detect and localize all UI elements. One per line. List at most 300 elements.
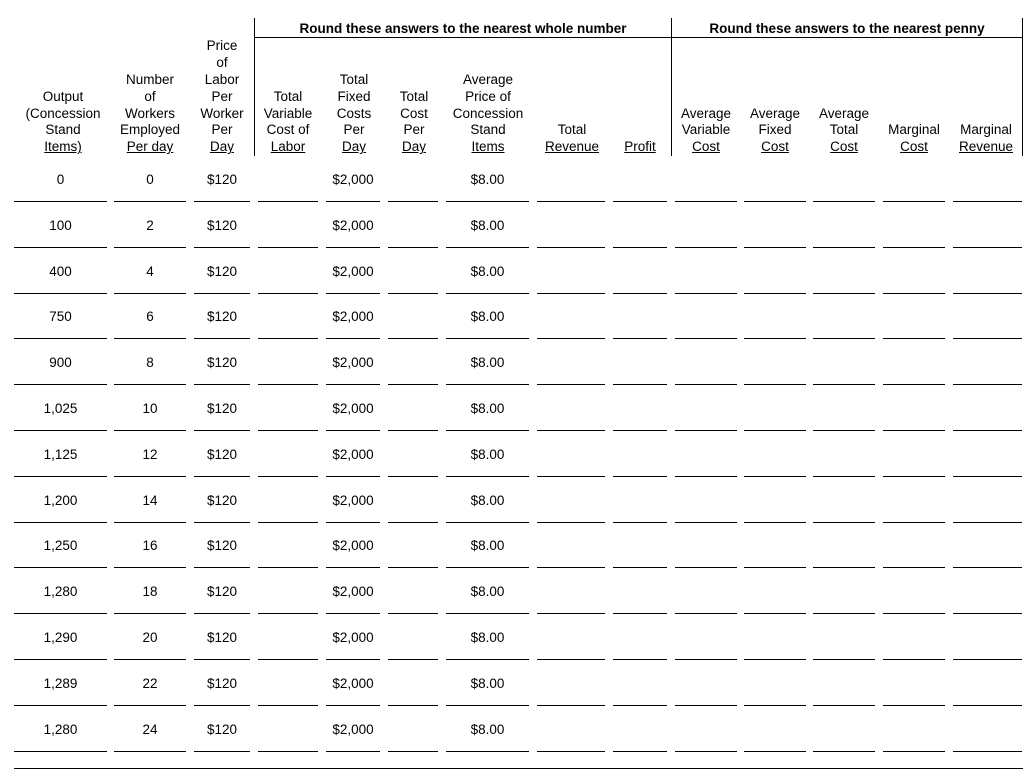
column-header-line: Workers [124, 105, 175, 121]
answer-blank-mc[interactable] [883, 445, 945, 465]
answer-blank-profit[interactable] [613, 536, 667, 556]
column-header-line: Cost [761, 139, 789, 155]
row-underline [194, 613, 250, 614]
row-underline [446, 705, 529, 706]
answer-blank-tc[interactable] [388, 536, 438, 556]
answer-blank-afc[interactable] [744, 720, 806, 740]
answer-blank-afc[interactable] [744, 170, 806, 190]
row-underline [613, 522, 667, 523]
row-underline [537, 430, 605, 431]
answer-blank-tvc[interactable] [258, 720, 318, 740]
column-header-line: Per [343, 122, 365, 138]
column-header-line: Average [749, 105, 801, 121]
answer-blank-atc[interactable] [813, 628, 875, 648]
answer-blank-afc[interactable] [744, 628, 806, 648]
answer-blank-profit[interactable] [613, 674, 667, 694]
cell-price-labor: $120 [206, 447, 238, 462]
row-underline [537, 201, 605, 202]
row-underline [744, 430, 806, 431]
answer-blank-mr[interactable] [953, 536, 1022, 556]
cell-price-labor: $120 [206, 722, 238, 737]
row-underline [813, 247, 875, 248]
group-border-underline [254, 37, 1023, 38]
column-header-line: Total [399, 88, 429, 104]
cell-tfc: $2,000 [332, 722, 374, 737]
answer-blank-tr[interactable] [537, 216, 605, 236]
answer-blank-avc[interactable] [675, 628, 737, 648]
answer-blank-mc[interactable] [883, 720, 945, 740]
answer-blank-avc[interactable] [675, 582, 737, 602]
row-underline [675, 201, 737, 202]
column-header-line: Day [341, 139, 366, 155]
answer-blank-afc[interactable] [744, 262, 806, 282]
row-underline [613, 751, 667, 752]
row-underline [388, 247, 438, 248]
answer-blank-tc[interactable] [388, 445, 438, 465]
answer-blank-profit[interactable] [613, 216, 667, 236]
row-underline [813, 338, 875, 339]
row-underline [744, 705, 806, 706]
answer-blank-tvc[interactable] [258, 399, 318, 419]
row-underline [388, 384, 438, 385]
column-header-mr [931, 122, 1035, 156]
row-underline [326, 338, 380, 339]
row-underline [114, 522, 186, 523]
answer-blank-tr[interactable] [537, 491, 605, 511]
answer-blank-tr[interactable] [537, 307, 605, 327]
row-underline [613, 613, 667, 614]
row-underline [194, 201, 250, 202]
answer-blank-tr[interactable] [537, 262, 605, 282]
column-header-line: Cost [400, 105, 428, 121]
cell-output: 1,280 [43, 584, 78, 599]
answer-blank-tr[interactable] [537, 628, 605, 648]
answer-blank-afc[interactable] [744, 216, 806, 236]
row-underline [537, 293, 605, 294]
column-header-line: Average [462, 72, 514, 88]
row-underline [675, 522, 737, 523]
column-header-line: Output [42, 88, 84, 104]
answer-blank-mr[interactable] [953, 170, 1022, 190]
answer-blank-profit[interactable] [613, 307, 667, 327]
column-header-line: Variable [681, 122, 731, 138]
row-underline [114, 430, 186, 431]
answer-blank-atc[interactable] [813, 720, 875, 740]
row-underline [114, 613, 186, 614]
answer-blank-atc[interactable] [813, 216, 875, 236]
row-underline [744, 751, 806, 752]
row-underline [388, 567, 438, 568]
row-underline [953, 659, 1022, 660]
cell-workers: 6 [146, 309, 154, 324]
row-underline [883, 293, 945, 294]
answer-blank-tr[interactable] [537, 720, 605, 740]
column-header-line: Total [273, 88, 303, 104]
row-underline [194, 384, 250, 385]
cell-avg-price: $8.00 [470, 538, 505, 553]
cell-price-labor: $120 [206, 172, 238, 187]
row-underline [14, 247, 107, 248]
row-underline [326, 293, 380, 294]
column-header-line: (Concession [25, 105, 101, 121]
row-underline [537, 705, 605, 706]
answer-blank-avc[interactable] [675, 536, 737, 556]
row-underline [613, 201, 667, 202]
cell-workers: 0 [146, 172, 154, 187]
row-underline [813, 384, 875, 385]
answer-blank-avc[interactable] [675, 674, 737, 694]
answer-blank-mc[interactable] [883, 582, 945, 602]
cell-workers: 8 [146, 355, 154, 370]
row-underline [883, 567, 945, 568]
cell-price-labor: $120 [206, 401, 238, 416]
row-underline [114, 567, 186, 568]
row-underline [953, 338, 1022, 339]
answer-blank-mr[interactable] [953, 720, 1022, 740]
answer-blank-atc[interactable] [813, 674, 875, 694]
cell-output: 1,290 [43, 630, 78, 645]
answer-blank-mc[interactable] [883, 536, 945, 556]
row-underline [14, 338, 107, 339]
answer-blank-tvc[interactable] [258, 674, 318, 694]
row-underline [953, 522, 1022, 523]
row-underline [744, 293, 806, 294]
cell-avg-price: $8.00 [470, 722, 505, 737]
column-header-line: Average [818, 105, 870, 121]
column-header-line: Marginal [888, 122, 940, 138]
row-underline [613, 384, 667, 385]
row-underline [813, 567, 875, 568]
answer-blank-tvc[interactable] [258, 582, 318, 602]
answer-blank-avc[interactable] [675, 262, 737, 282]
answer-blank-mr[interactable] [953, 674, 1022, 694]
answer-blank-tc[interactable] [388, 582, 438, 602]
row-underline [114, 659, 186, 660]
row-underline [388, 751, 438, 752]
row-underline [537, 247, 605, 248]
answer-blank-profit[interactable] [613, 720, 667, 740]
answer-blank-afc[interactable] [744, 536, 806, 556]
answer-blank-tc[interactable] [388, 628, 438, 648]
column-header-line: Total [339, 72, 369, 88]
row-underline [258, 384, 318, 385]
answer-blank-avc[interactable] [675, 216, 737, 236]
row-underline [675, 567, 737, 568]
row-underline [537, 751, 605, 752]
answer-blank-atc[interactable] [813, 536, 875, 556]
answer-blank-tc[interactable] [388, 170, 438, 190]
row-underline [953, 751, 1022, 752]
table-bottom-rule [14, 768, 1023, 769]
cell-tfc: $2,000 [332, 447, 374, 462]
cell-output: 400 [49, 264, 72, 279]
row-underline [258, 247, 318, 248]
row-underline [813, 751, 875, 752]
answer-blank-mr[interactable] [953, 262, 1022, 282]
answer-blank-mc[interactable] [883, 353, 945, 373]
column-header-line: Number [125, 72, 174, 88]
column-header-line: Revenue [544, 139, 600, 155]
answer-blank-atc[interactable] [813, 491, 875, 511]
row-underline [813, 705, 875, 706]
row-underline [813, 659, 875, 660]
cell-tfc: $2,000 [332, 309, 374, 324]
row-underline [744, 201, 806, 202]
column-header-line: Average [680, 105, 732, 121]
answer-blank-mr[interactable] [953, 628, 1022, 648]
column-header-line: Per [211, 122, 233, 138]
answer-blank-atc[interactable] [813, 399, 875, 419]
row-underline [114, 247, 186, 248]
answer-blank-tc[interactable] [388, 353, 438, 373]
answer-blank-tc[interactable] [388, 262, 438, 282]
answer-blank-avc[interactable] [675, 491, 737, 511]
answer-blank-atc[interactable] [813, 170, 875, 190]
row-underline [613, 430, 667, 431]
answer-blank-avc[interactable] [675, 307, 737, 327]
answer-blank-avc[interactable] [675, 170, 737, 190]
row-underline [537, 659, 605, 660]
row-underline [446, 751, 529, 752]
row-underline [258, 522, 318, 523]
cell-tfc: $2,000 [332, 218, 374, 233]
answer-blank-tvc[interactable] [258, 216, 318, 236]
row-underline [675, 476, 737, 477]
answer-blank-tvc[interactable] [258, 445, 318, 465]
column-header-line: Cost of [266, 122, 310, 138]
answer-blank-avc[interactable] [675, 399, 737, 419]
answer-blank-avc[interactable] [675, 353, 737, 373]
answer-blank-profit[interactable] [613, 399, 667, 419]
answer-blank-tc[interactable] [388, 399, 438, 419]
answer-blank-tvc[interactable] [258, 307, 318, 327]
column-header-line: Items [471, 139, 505, 155]
answer-blank-afc[interactable] [744, 674, 806, 694]
answer-blank-atc[interactable] [813, 307, 875, 327]
row-underline [446, 476, 529, 477]
cell-tfc: $2,000 [332, 676, 374, 691]
answer-blank-tc[interactable] [388, 307, 438, 327]
cell-avg-price: $8.00 [470, 172, 505, 187]
row-underline [613, 247, 667, 248]
row-underline [953, 247, 1022, 248]
row-underline [258, 567, 318, 568]
column-header-line: Revenue [958, 139, 1014, 155]
answer-blank-mc[interactable] [883, 491, 945, 511]
row-underline [258, 476, 318, 477]
answer-blank-tc[interactable] [388, 674, 438, 694]
row-underline [388, 201, 438, 202]
answer-blank-profit[interactable] [613, 445, 667, 465]
row-underline [326, 659, 380, 660]
answer-blank-atc[interactable] [813, 582, 875, 602]
answer-blank-mc[interactable] [883, 170, 945, 190]
row-underline [813, 293, 875, 294]
row-underline [114, 751, 186, 752]
row-underline [194, 247, 250, 248]
row-underline [258, 705, 318, 706]
answer-blank-mr[interactable] [953, 445, 1022, 465]
answer-blank-tvc[interactable] [258, 491, 318, 511]
row-underline [326, 705, 380, 706]
answer-blank-mr[interactable] [953, 582, 1022, 602]
answer-blank-profit[interactable] [613, 582, 667, 602]
column-header-line: Total [829, 122, 859, 138]
answer-blank-tr[interactable] [537, 445, 605, 465]
answer-blank-tc[interactable] [388, 720, 438, 740]
answer-blank-mc[interactable] [883, 307, 945, 327]
row-underline [537, 522, 605, 523]
answer-blank-tr[interactable] [537, 353, 605, 373]
answer-blank-tr[interactable] [537, 170, 605, 190]
column-header-line: Labor [204, 72, 240, 88]
row-underline [14, 293, 107, 294]
cell-output: 1,280 [43, 722, 78, 737]
row-underline [883, 247, 945, 248]
answer-blank-tvc[interactable] [258, 628, 318, 648]
column-header-line: Stand [470, 122, 506, 138]
answer-blank-tvc[interactable] [258, 353, 318, 373]
row-underline [258, 293, 318, 294]
cell-avg-price: $8.00 [470, 355, 505, 370]
column-header-line: Fixed [337, 88, 371, 104]
answer-blank-profit[interactable] [613, 491, 667, 511]
answer-blank-mr[interactable] [953, 399, 1022, 419]
row-underline [675, 293, 737, 294]
column-header-line: Labor [270, 139, 306, 155]
row-underline [537, 338, 605, 339]
row-underline [14, 751, 107, 752]
row-underline [194, 476, 250, 477]
row-underline [883, 476, 945, 477]
answer-blank-mr[interactable] [953, 491, 1022, 511]
column-header-line: Items) [44, 139, 82, 155]
cell-avg-price: $8.00 [470, 309, 505, 324]
answer-blank-afc[interactable] [744, 353, 806, 373]
answer-blank-atc[interactable] [813, 353, 875, 373]
answer-blank-mc[interactable] [883, 399, 945, 419]
row-underline [326, 522, 380, 523]
answer-blank-tvc[interactable] [258, 536, 318, 556]
answer-blank-afc[interactable] [744, 307, 806, 327]
row-underline [194, 567, 250, 568]
row-underline [537, 384, 605, 385]
row-underline [813, 522, 875, 523]
answer-blank-tc[interactable] [388, 491, 438, 511]
row-underline [194, 659, 250, 660]
row-underline [258, 613, 318, 614]
column-header-line: Profit [624, 139, 656, 155]
answer-blank-tvc[interactable] [258, 262, 318, 282]
answer-blank-profit[interactable] [613, 170, 667, 190]
answer-blank-afc[interactable] [744, 582, 806, 602]
column-header-line: Total [557, 122, 587, 138]
answer-blank-afc[interactable] [744, 399, 806, 419]
row-underline [537, 613, 605, 614]
column-header-line: Fixed [758, 122, 792, 138]
row-underline [744, 522, 806, 523]
answer-blank-mc[interactable] [883, 216, 945, 236]
row-underline [813, 613, 875, 614]
row-underline [613, 293, 667, 294]
answer-blank-tr[interactable] [537, 536, 605, 556]
column-header-line: Per day [126, 139, 174, 155]
answer-blank-atc[interactable] [813, 445, 875, 465]
row-underline [326, 247, 380, 248]
row-underline [537, 476, 605, 477]
row-underline [675, 338, 737, 339]
column-header-line: Costs [336, 105, 372, 121]
row-underline [744, 613, 806, 614]
row-underline [883, 522, 945, 523]
row-underline [675, 705, 737, 706]
answer-blank-mr[interactable] [953, 307, 1022, 327]
row-underline [744, 384, 806, 385]
column-header-line: Day [209, 139, 234, 155]
row-underline [953, 384, 1022, 385]
row-underline [388, 522, 438, 523]
answer-blank-mr[interactable] [953, 353, 1022, 373]
answer-blank-afc[interactable] [744, 491, 806, 511]
group-header-penny: Round these answers to the nearest penny [709, 21, 985, 36]
row-underline [537, 567, 605, 568]
row-underline [114, 201, 186, 202]
answer-blank-profit[interactable] [613, 262, 667, 282]
column-header-line: Concession [452, 105, 524, 121]
answer-blank-mc[interactable] [883, 262, 945, 282]
cell-avg-price: $8.00 [470, 447, 505, 462]
answer-blank-avc[interactable] [675, 445, 737, 465]
cell-price-labor: $120 [206, 630, 238, 645]
answer-blank-avc[interactable] [675, 720, 737, 740]
row-underline [613, 476, 667, 477]
answer-blank-mr[interactable] [953, 216, 1022, 236]
row-underline [613, 659, 667, 660]
answer-blank-afc[interactable] [744, 445, 806, 465]
row-underline [613, 338, 667, 339]
row-underline [446, 430, 529, 431]
row-underline [258, 201, 318, 202]
column-header-line: Employed [119, 122, 181, 138]
row-underline [194, 338, 250, 339]
answer-blank-tc[interactable] [388, 216, 438, 236]
row-underline [675, 751, 737, 752]
row-underline [813, 201, 875, 202]
answer-blank-atc[interactable] [813, 262, 875, 282]
cell-output: 900 [49, 355, 72, 370]
answer-blank-profit[interactable] [613, 353, 667, 373]
row-underline [953, 293, 1022, 294]
cell-workers: 12 [142, 447, 158, 462]
answer-blank-tr[interactable] [537, 674, 605, 694]
column-header-line: Per [403, 122, 425, 138]
answer-blank-tr[interactable] [537, 399, 605, 419]
answer-blank-mc[interactable] [883, 674, 945, 694]
row-underline [446, 384, 529, 385]
row-underline [744, 567, 806, 568]
answer-blank-profit[interactable] [613, 628, 667, 648]
row-underline [14, 430, 107, 431]
cell-output: 100 [49, 218, 72, 233]
cell-workers: 10 [142, 401, 158, 416]
row-underline [953, 705, 1022, 706]
answer-blank-mc[interactable] [883, 628, 945, 648]
row-underline [883, 338, 945, 339]
answer-blank-tr[interactable] [537, 582, 605, 602]
answer-blank-tvc[interactable] [258, 170, 318, 190]
cell-tfc: $2,000 [332, 630, 374, 645]
cell-avg-price: $8.00 [470, 584, 505, 599]
